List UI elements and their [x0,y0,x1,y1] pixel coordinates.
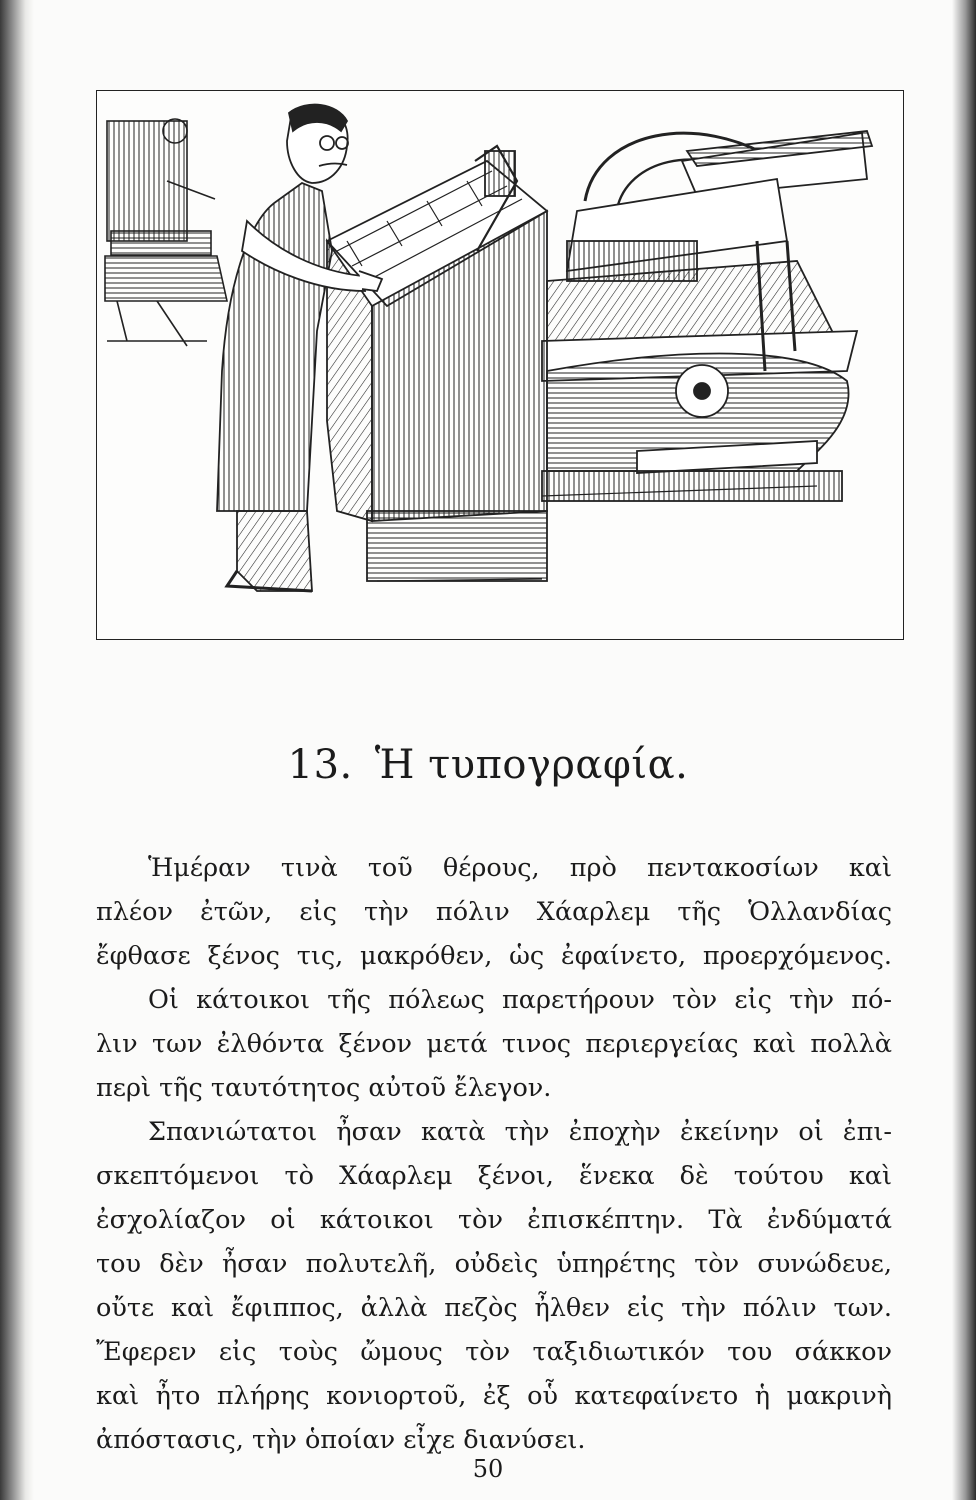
chapter-title: Ἡ τυπογραφία. [374,742,689,788]
printing-press-machine [542,131,872,501]
chapter-body [96,846,892,1462]
text-line: Οἱ κάτοικοι τῆς πόλεως παρετήρουν τὸν εἰς τὴν πό- [148,985,892,1015]
chapter-heading [0,742,976,788]
text-line: περὶ τῆς ταυτότητος αὐτοῦ ἔλεγον. [96,1073,552,1103]
background-press-left [105,119,227,346]
type-case-desk [327,146,547,581]
text-line: ἀπόστασις, τὴν ὁποίαν εἶχε διανύσει. [96,1425,586,1455]
text-line: οὔτε καὶ ἔφιππος, ἀλλὰ πεζὸς ἦλθεν εἰς τὴν πόλιν των. [96,1293,892,1323]
text-line: του δὲν ἦσαν πολυτελῆ, οὐδεὶς ὑπηρέτης τὸν συνώδευε, [96,1249,892,1279]
text-line: λιν των ἐλθόντα ξένον μετά τινος περιεργείας καὶ πολλὰ [96,1029,892,1059]
text-line: Ἔφερεν εἰς τοὺς ὤμους τὸν ταξιδιωτικόν του σάκκον [96,1337,892,1367]
chapter-number: 13. [287,742,353,788]
text-line: καὶ ἦτο πλήρης κονιορτοῦ, ἐξ οὗ κατεφαίνετο ἡ μακρινὴ [96,1381,892,1411]
text-line: πλέον ἐτῶν, εἰς τὴν πόλιν Χάαρλεμ τῆς Ὁλλανδίας [96,897,892,927]
text-line: ἔφθασε ξένος τις, μακρόθεν, ὡς ἐφαίνετο, προερχόμενος. [96,941,892,971]
page-number: 50 [472,1455,504,1483]
text-line: ἐσχολίαζον οἱ κάτοικοι τὸν ἐπισκέπτην. Τὰ ἐνδύματά [96,1205,892,1235]
text-line: Σπανιώτατοι ἦσαν κατὰ τὴν ἐποχὴν ἐκείνην οἱ ἐπι- [148,1117,892,1147]
typesetter-engraving [97,91,903,639]
printing-shop-illustration [96,90,904,640]
text-line: σκεπτόμενοι τὸ Χάαρλεμ ξένοι, ἕνεκα δὲ τούτου καὶ [96,1161,892,1191]
text-line: Ἡμέραν τινὰ τοῦ θέρους, πρὸ πεντακοσίων καὶ [148,853,892,883]
